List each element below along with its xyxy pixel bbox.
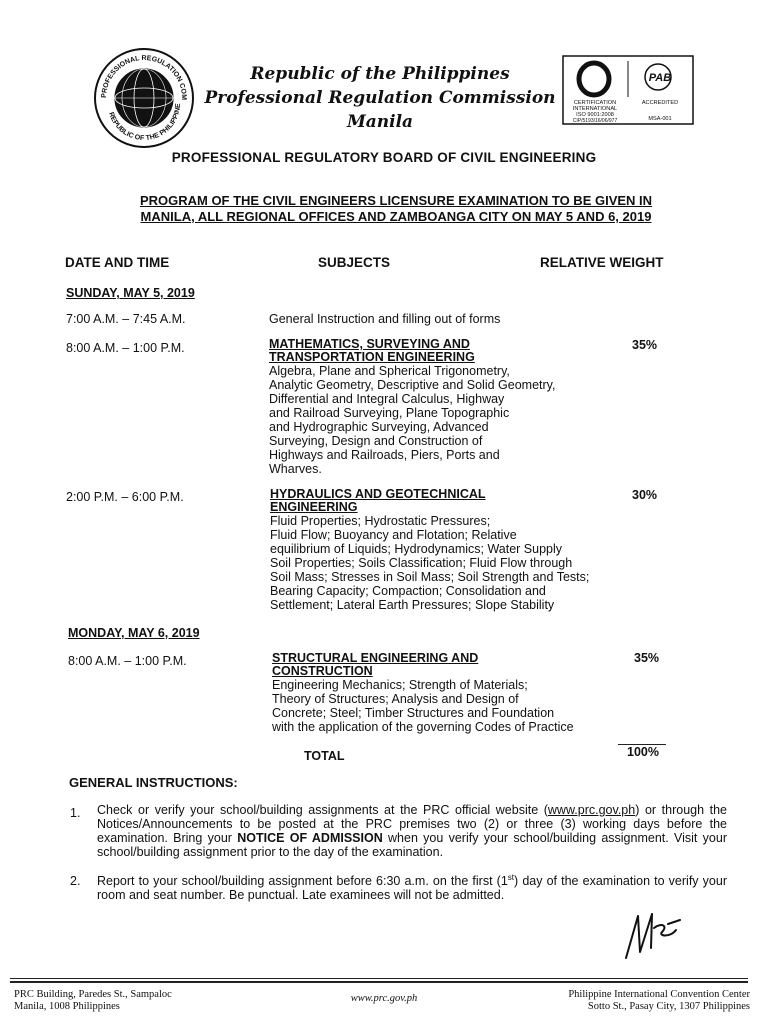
footer-left-line1: PRC Building, Paredes St., Sampaloc: [14, 989, 172, 1000]
program-title-line2: MANILA, ALL REGIONAL OFFICES AND ZAMBOANGA CITY ON MAY 5 AND 6, 2019: [140, 209, 652, 224]
footer-right-line2: Sotto St., Pasay City, 1307 Philippines: [587, 1001, 750, 1012]
certification-logo: [562, 55, 694, 125]
total-label: TOTAL: [304, 749, 345, 763]
instruction-text: when you verify your school/building assignment. Visit your school/building assignment prior to the day of the examination.: [97, 831, 727, 859]
header-city: Manila: [346, 112, 414, 132]
board-title: PROFESSIONAL REGULATORY BOARD OF CIVIL ENGINEERING: [171, 150, 597, 165]
subject-topics-structural: Engineering Mechanics; Strength of Materials; Theory of Structures; Analysis and Design of Concrete; Steel; Timber Structures and Foundation with the application of the governing Codes of Practice: [272, 678, 574, 734]
signature-mark: [618, 908, 688, 963]
slot-time: 2:00 P.M. – 6:00 P.M.: [66, 490, 184, 504]
notice-of-admission: NOTICE OF ADMISSION: [237, 831, 383, 845]
subject-weight-hydraulics: 30%: [632, 488, 658, 502]
slot-time: 8:00 A.M. – 1:00 P.M.: [68, 654, 187, 668]
program-title: [96, 193, 696, 225]
subject-weight-mathematics: 35%: [632, 338, 658, 352]
header-republic: Republic of the Philippines: [250, 64, 510, 84]
instruction-superscript: st: [507, 873, 515, 882]
total-value: 100%: [627, 745, 659, 759]
cert-accredited: ACCREDITED: [641, 100, 679, 106]
general-instructions-title: GENERAL INSTRUCTIONS:: [69, 775, 238, 790]
prc-website-link[interactable]: www.prc.gov.ph: [547, 803, 636, 817]
instruction-number: 2.: [70, 874, 81, 888]
footer-address-right: [568, 989, 750, 1013]
seal-text-bottom: REPUBLIC OF THE PHILIPPINE: [107, 103, 183, 143]
footer-right-line1: Philippine International Convention Center: [568, 989, 750, 1000]
cert-line3: ISO 9001:2008: [576, 112, 614, 118]
footer-divider: [10, 978, 748, 979]
instruction-text: Report to your school/building assignment before 6:30 a.m. on the first (1: [97, 874, 508, 889]
subject-topics-mathematics: Algebra, Plane and Spherical Trigonometry, Analytic Geometry, Descriptive and Solid Geometry, Differential and Integral Calculus, Highway and Railroad Surveying, Plane Topographic and Hydrographic Surveying, Advanced Surveying, Design and Construction of Highways and Railroads, Piers, Ports and Wharves.: [269, 364, 556, 476]
header-commission: Professional Regulation Commission: [204, 88, 556, 108]
column-relative-weight: RELATIVE WEIGHT: [540, 255, 664, 270]
instruction-item-1: [97, 803, 727, 859]
cert-msa: MSA-001: [648, 116, 672, 122]
column-subjects: SUBJECTS: [318, 255, 391, 270]
column-date-time: DATE AND TIME: [65, 255, 170, 270]
instruction-number: 1.: [70, 806, 81, 820]
cert-pab-text: PAB: [648, 72, 672, 84]
subject-title-structural: STRUCTURAL ENGINEERING AND CONSTRUCTION: [272, 651, 479, 678]
cert-line2: INTERNATIONAL: [572, 106, 618, 112]
subject-topics-hydraulics: Fluid Properties; Hydrostatic Pressures; Fluid Flow; Buoyancy and Flotation; Relative equilibrium of Liquids; Hydrodynamics; Water Supply Soil Properties; Soils Classification; Fluid Flow through Soil Mass; Stresses in Soil Mass; Soil Strength and Tests; Bearing Capacity; Compaction; Consolidation and Settlement; Lateral Earth Pressures; Slope Stability: [270, 514, 590, 612]
cert-line4: CIP/5193/16/06/977: [572, 118, 618, 124]
instruction-text: ) day of the examination to verify your room and seat number. Be punctual. Late examinees will not be admitted.: [97, 874, 727, 903]
slot-description: General Instruction and filling out of forms: [269, 312, 501, 326]
subject-title-mathematics: MATHEMATICS, SURVEYING AND TRANSPORTATION ENGINEERING: [269, 337, 475, 364]
seal-text-top: PROFESSIONAL REGULATION COM: [100, 54, 188, 101]
subject-weight-structural: 35%: [634, 651, 660, 665]
footer-website[interactable]: www.prc.gov.ph: [350, 993, 418, 1004]
program-title-line1: PROGRAM OF THE CIVIL ENGINEERS LICENSURE EXAMINATION TO BE GIVEN IN: [139, 193, 653, 208]
instruction-text: ) or through the Notices/Announcements to be posted at the PRC premises two (2) or three (3) working days before the examination. Bring your: [97, 803, 728, 845]
cert-line1: CERTIFICATION: [573, 100, 617, 106]
day-heading-monday: MONDAY, MAY 6, 2019: [68, 626, 200, 640]
slot-time: 7:00 A.M. – 7:45 A.M.: [66, 312, 186, 326]
prc-seal-logo: [92, 46, 196, 150]
instruction-item-2: [97, 871, 727, 902]
slot-time: 8:00 A.M. – 1:00 P.M.: [66, 341, 185, 355]
instruction-text: Check or verify your school/building assignments at the PRC official website (: [97, 803, 548, 817]
subject-title-hydraulics: HYDRAULICS AND GEOTECHNICAL ENGINEERING: [270, 487, 486, 514]
footer-divider: [10, 981, 748, 983]
footer-left-line2: Manila, 1008 Philippines: [14, 1001, 120, 1012]
day-heading-sunday: SUNDAY, MAY 5, 2019: [66, 286, 195, 300]
